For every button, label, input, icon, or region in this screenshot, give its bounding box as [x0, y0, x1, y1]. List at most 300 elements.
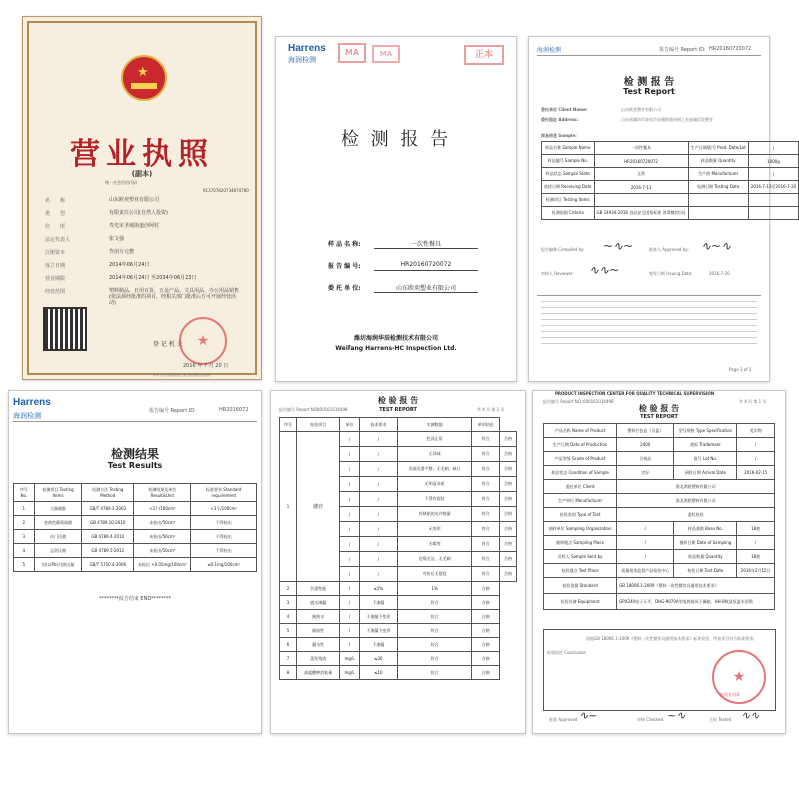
compiled-signature-icon: ~∿~	[603, 239, 634, 253]
table-cell: 合格	[472, 596, 499, 610]
table-cell: 沙门氏菌	[34, 530, 82, 544]
table-cell: 蒸发残渣	[297, 652, 340, 666]
table-cell: 检测项目 Testing Items	[542, 194, 595, 207]
table-cell: 淮北鸿欧塑料有限公司	[617, 494, 775, 508]
table-cell: 1%	[397, 582, 472, 596]
table-cell: ≤0.1mg/100cm²	[191, 558, 257, 572]
table-cell: 合格	[499, 507, 516, 522]
qc-conclusion-label: 检验结论 Conclusion	[547, 650, 587, 655]
approver-signature-icon: ∿~∿	[701, 239, 732, 253]
results-table	[13, 483, 257, 572]
table-cell: 样品名称 Sample Name	[542, 142, 595, 155]
table-row	[544, 494, 775, 508]
table-cell	[594, 194, 688, 207]
table-cell: GB 14934-2016 食品安全国家标准 消毒餐(饮)具	[594, 207, 688, 220]
table-row	[544, 480, 775, 494]
table-cell: 符合	[472, 492, 499, 507]
table-cell: ≤5%	[359, 582, 397, 596]
table-cell: /	[359, 492, 397, 507]
table-cell: /	[340, 492, 360, 507]
table-cell: 合格	[499, 447, 516, 462]
table-cell: 一次性餐具	[594, 142, 688, 155]
license-field-value: 山东欧奕塑业有限公司	[109, 197, 160, 203]
table-cell: /	[340, 610, 360, 624]
table-cell: 不得检出	[191, 516, 257, 530]
cover-field-label: 委 托 单 位:	[328, 285, 361, 292]
table-cell: 产品名称 Name of Product	[544, 424, 617, 438]
table-cell: 大肠菌群	[34, 502, 82, 516]
table-cell: 淮北鸿欧塑料有限公司	[617, 480, 775, 494]
qc-checked-label: 审核 Checked	[637, 717, 664, 722]
table-cell: <3个/100cm²	[191, 502, 257, 516]
table-cell: 不渗漏	[359, 596, 397, 610]
table-cell: 2016-02-15	[737, 466, 775, 480]
table-row	[280, 666, 517, 680]
license-field-label: 成立日期	[45, 263, 66, 269]
table-cell: 4	[14, 544, 35, 558]
table-cell: 抽样日期 Date of Sampling	[674, 536, 737, 550]
table-cell: 未检出/50cm²	[134, 544, 191, 558]
license-field-value: 张文强	[109, 236, 125, 242]
table-cell: 符合	[472, 432, 499, 447]
report1-title-cn: 检 测 报 告	[623, 77, 675, 88]
national-emblem-icon: ★	[121, 55, 167, 101]
table-cell: 符合	[472, 447, 499, 462]
table-cell: GB 18006.1-2009《塑料一次性餐饮具通用技术要求》	[617, 578, 775, 594]
table-row	[544, 466, 775, 480]
table-row	[542, 181, 799, 194]
table-cell: 合格	[472, 666, 499, 680]
table-cell: 见实物	[737, 424, 775, 438]
cover-field-underline	[374, 248, 478, 249]
table-cell: 无霉变	[397, 537, 472, 552]
table-header-cell: 检测项目 Testing Items	[34, 484, 82, 502]
qt-report-no-label: 报告编号 Report NO.:	[279, 407, 320, 412]
table-cell: 合格	[499, 522, 516, 537]
cover-title: 检 测 报 告	[340, 129, 452, 150]
table-cell: 3	[14, 530, 35, 544]
table-row	[280, 638, 517, 652]
address-value: 山东省潍坊市寿光市圣城街道沙阿工业园诚信发塑业	[621, 117, 713, 122]
table-row	[280, 582, 517, 596]
cover-org-cn: 潍坊海润华辰检测技术有限公司	[353, 335, 438, 342]
table-cell: 耐热水	[297, 610, 340, 624]
table-cell: 符合	[397, 666, 472, 680]
qr-code-icon	[43, 307, 87, 351]
inspection-items-table	[279, 417, 517, 680]
license-field-label: 经营范围	[45, 289, 66, 295]
table-row	[14, 516, 257, 530]
table-cell: 1000g	[748, 155, 798, 168]
table-header-cell: 技术要求	[359, 418, 397, 432]
qt-page: 共 4 页 第 2 页	[477, 407, 505, 412]
table-cell: /	[617, 522, 674, 536]
table-cell: 合格	[499, 432, 516, 447]
table-row	[14, 558, 257, 572]
license-field-label: 类 型	[45, 211, 66, 217]
results-brand-cn: 海润检测	[13, 413, 41, 420]
table-cell: 符合	[472, 537, 499, 552]
table-cell: 未检出/50cm²	[134, 516, 191, 530]
table-cell: /	[748, 142, 798, 155]
license-footer: 中华人民共和国国家工商行政管理总局监制	[153, 373, 211, 377]
table-cell: HR20160720072	[594, 155, 688, 168]
table-cell: 2400	[617, 438, 674, 452]
table-cell: 符合	[472, 477, 499, 492]
table-cell: <3个/100cm²	[134, 502, 191, 516]
table-cell: 2016-7-13至2016-7-20	[748, 181, 798, 194]
table-cell: 2	[14, 516, 35, 530]
table-cell: 符合	[397, 638, 472, 652]
table-cell: 盛水渗漏	[297, 596, 340, 610]
table-cell: 符合	[397, 596, 472, 610]
license-field-value: 寿光市圣城街道沙阿村	[109, 223, 160, 229]
table-cell: mg/L	[340, 652, 360, 666]
table-cell: 生产商 Manufacturer	[688, 168, 748, 181]
qc-report-no-label: 报告编号 Report NO.:	[543, 399, 584, 404]
table-cell: 不得检出	[191, 530, 257, 544]
table-cell: /	[340, 462, 360, 477]
table-cell: 不得有裂纹	[397, 492, 472, 507]
table-header-cell: 检验项目	[297, 418, 340, 432]
table-row	[544, 594, 775, 610]
results-title-cn: 检测结果	[110, 447, 159, 461]
license-field-label: 住 所	[45, 224, 66, 230]
table-cell: /	[340, 537, 360, 552]
sample-header: 样品信息 Sample:	[541, 133, 577, 138]
table-cell: 合格品	[617, 452, 674, 466]
table-cell: 感官	[297, 432, 340, 582]
table-cell: /	[340, 432, 360, 447]
table-cell: 对折后无裂纹	[397, 567, 472, 582]
cover-field-value: 山东欧奕塑业有限公司	[395, 285, 456, 292]
table-header-cell: 序号	[280, 418, 297, 432]
table-row	[14, 530, 257, 544]
license-field-label: 注册资本	[45, 250, 66, 256]
quality-report-table-page	[270, 390, 526, 734]
table-cell: mg/L	[340, 666, 360, 680]
license-field-value: 2014年06月24日 至2034年06月23日	[109, 275, 197, 281]
table-cell: GB 4789.4-2010	[82, 530, 134, 544]
registrar-label: 登 记 机 关	[153, 341, 183, 348]
table-cell: 不渗漏	[359, 638, 397, 652]
table-cell: 抽样单位 Sampling Organization	[544, 522, 617, 536]
table-header-cell: 单项结论	[472, 418, 499, 432]
table-cell: 检验地点 Test Place	[544, 564, 617, 578]
table-cell: 1	[280, 432, 297, 582]
table-cell: 合格	[499, 477, 516, 492]
cover-field-value: 一次性餐具	[410, 241, 441, 248]
table-cell: 合格	[472, 582, 499, 596]
table-cell: 符合	[472, 552, 499, 567]
report1-page: Page 1 of 2	[729, 367, 752, 372]
table-cell: 检验依据 Standard	[544, 578, 617, 594]
table-cell: 检验设备 Equipment	[544, 594, 617, 610]
table-cell: 样品编号 Sample No.	[542, 155, 595, 168]
table-cell: 委托单位 Client	[544, 480, 617, 494]
cover-field-label: 报 告 编 号:	[328, 263, 361, 270]
table-cell: 到样日期 Arrival Date	[674, 466, 737, 480]
qc-report-no: 000161016498	[583, 399, 614, 404]
report-cover	[275, 36, 517, 382]
test-results-page	[8, 390, 262, 734]
table-cell: GB/T 5750.4-2006	[82, 558, 134, 572]
table-header-cell: 检测方法 Testing Method	[82, 484, 134, 502]
qc-tested-label: 主检 Tested	[709, 717, 732, 722]
table-row	[544, 438, 775, 452]
table-cell: 3	[280, 596, 297, 610]
table-cell: 符合	[397, 652, 472, 666]
approved-signature-icon: ∿~	[579, 709, 598, 722]
report1-brand: 海润检测	[537, 48, 562, 54]
sample-info-table	[541, 141, 799, 220]
address-label: 委托地址 Address:	[541, 117, 579, 122]
table-row	[542, 207, 799, 220]
table-cell: 合格	[472, 638, 499, 652]
cover-field-value: HR20160720072	[400, 261, 452, 268]
compiled-label: 报告编制 Compiled by:	[541, 247, 585, 252]
table-cell: /	[340, 552, 360, 567]
table-cell: /	[359, 567, 397, 582]
table-cell: /	[340, 447, 360, 462]
license-field-value: 2014年06月24日	[109, 262, 150, 268]
results-id-label: 报告编号 Report ID:	[149, 408, 196, 414]
table-row	[542, 194, 799, 207]
tested-signature-icon: ∿∿	[741, 709, 760, 722]
table-cell: 合格	[472, 610, 499, 624]
approver-label: 批准人 Approved by:	[649, 247, 689, 252]
qc-page: 共 4 页 第 1 页	[739, 399, 767, 404]
results-end: ********报告结束 END********	[98, 596, 172, 602]
qc-approved-label: 批准 Approved	[549, 717, 578, 722]
table-cell: 检测依据 Criteria	[542, 207, 595, 220]
checked-signature-icon: ~∿	[667, 709, 686, 722]
report1-title-en: Test Report	[623, 87, 675, 96]
table-cell: /	[617, 550, 674, 564]
table-cell: 委托检验	[617, 508, 775, 522]
table-cell: 耐油性	[297, 624, 340, 638]
license-field-value: 塑料制品、日用百货、五金产品、文具用品、办公用品销售(依法须经批准的项目，经相关部门批准后方可开展经营活动)	[109, 288, 240, 306]
table-row	[544, 550, 775, 564]
table-row	[544, 452, 775, 466]
table-cell: 2016年2月15日	[737, 564, 775, 578]
qc-title-en: TEST REPORT	[640, 414, 678, 420]
table-cell: /	[340, 567, 360, 582]
harrens-logo: Harrens	[288, 43, 326, 54]
quality-report-cover-page	[532, 390, 786, 734]
table-cell: 2	[280, 582, 297, 596]
table-cell: 正常	[594, 168, 688, 181]
table-cell: 型号规格 Type Specification	[674, 424, 737, 438]
cover-field-label: 样 品 名 称:	[328, 241, 361, 248]
inspection-seal: ★	[712, 650, 766, 704]
table-cell: 负重性能	[297, 582, 340, 596]
table-cell: 符合	[472, 462, 499, 477]
table-row	[14, 502, 257, 516]
table-cell: 7	[280, 652, 297, 666]
table-cell: 有缺陷的允许数量	[397, 507, 472, 522]
table-cell: 收样日期 Receiving Date	[542, 181, 595, 194]
table-cell: GB 4789.10-2010	[82, 516, 134, 530]
report1-id-label: 报告编号 Report ID:	[659, 47, 706, 53]
table-cell: /	[340, 507, 360, 522]
credit-code-value: 913707820734874780	[203, 188, 249, 193]
table-cell: 符合	[397, 624, 472, 638]
table-cell: 检验类别 Type of Test	[544, 508, 617, 522]
table-cell: 合格	[499, 462, 516, 477]
results-id: HR2016072	[219, 407, 249, 413]
credit-code-label: 统一社会信用代码	[105, 180, 137, 185]
table-cell: 表面光滑平整，无毛刺、缺口	[397, 462, 472, 477]
table-cell: /	[359, 507, 397, 522]
table-cell: /	[340, 477, 360, 492]
table-cell: /	[359, 477, 397, 492]
table-row	[542, 142, 799, 155]
cover-org-en: Weifang Harrens-HC Inspection Ltd.	[335, 345, 457, 352]
table-row	[544, 522, 775, 536]
table-header-cell: 标准要求 Standard requirement	[191, 484, 257, 502]
table-cell: /	[737, 438, 775, 452]
table-cell: /	[359, 462, 397, 477]
table-cell: /	[737, 452, 775, 466]
table-cell: /	[359, 432, 397, 447]
table-header-row	[14, 484, 257, 502]
license-field-label: 法定代表人	[45, 237, 71, 243]
license-field-label: 名 称	[45, 198, 66, 204]
table-cell: /	[340, 582, 360, 596]
qt-title-en: TEST REPORT	[379, 407, 417, 413]
table-cell: GB/T 4789.3-2003	[82, 502, 134, 516]
table-cell: /	[340, 638, 360, 652]
table-cell: 18套	[737, 550, 775, 564]
table-cell: 样品数量 Quantity	[688, 155, 748, 168]
table-cell: ≤10	[359, 666, 397, 680]
table-cell: 生产日期/批号 Prod. Date/Lot	[688, 142, 748, 155]
table-cell: 不渗漏不变形	[359, 610, 397, 624]
table-cell: 样品状态 Sample State	[542, 168, 595, 181]
client-label: 委托单位 Client Name:	[541, 107, 588, 112]
table-cell: 质量技术监督产品检验中心	[617, 564, 674, 578]
table-cell: 合格	[499, 492, 516, 507]
table-cell: /	[340, 596, 360, 610]
table-cell: 合格	[472, 652, 499, 666]
ma-stamp: MA	[338, 43, 366, 63]
table-cell: /	[617, 536, 674, 550]
table-cell: 无明显杂质	[397, 477, 472, 492]
table-cell	[748, 194, 798, 207]
table-header-cell: 单位	[340, 418, 360, 432]
table-cell	[688, 194, 748, 207]
table-row	[544, 424, 775, 438]
table-cell: 合格	[472, 624, 499, 638]
issuing-date: 2016-7-20	[709, 271, 730, 276]
table-cell: /	[359, 447, 397, 462]
qc-bottom-block	[543, 629, 776, 711]
table-cell: 生产单位 Manufacturer	[544, 494, 617, 508]
table-cell: 不得检出	[191, 544, 257, 558]
table-cell: 金黄色葡萄球菌	[34, 516, 82, 530]
table-cell: 无异味	[397, 447, 472, 462]
table-cell: 样品数量 Quantity	[674, 550, 737, 564]
table-cell: 1	[14, 502, 35, 516]
table-cell: /	[748, 168, 798, 181]
table-row	[544, 508, 775, 522]
results-title-en: Test Results	[107, 461, 163, 470]
table-cell: 完好	[617, 466, 674, 480]
results-brand-en: Harrens	[13, 397, 51, 408]
table-cell: 塑料打包盒（含盖）	[617, 424, 674, 438]
table-cell: 检测日期 Testing Date	[688, 181, 748, 194]
table-cell: 未检出 <0.05mg/100cm²	[134, 558, 191, 572]
table-cell: 6	[280, 638, 297, 652]
license-field-label: 营业期限	[45, 276, 66, 282]
table-cell: ≤30	[359, 652, 397, 666]
table-row	[542, 168, 799, 181]
table-cell: /	[359, 522, 397, 537]
table-cell: 合格	[499, 537, 516, 552]
table-cell: 未检出/50cm²	[134, 530, 191, 544]
table-cell: 产品等级 Grade of Product	[544, 452, 617, 466]
license-field-value: 有限责任公司(自然人投资)	[109, 210, 168, 216]
table-cell: 5	[280, 624, 297, 638]
table-cell: 符合	[397, 610, 472, 624]
table-cell: 检验日期 Test Date	[674, 564, 737, 578]
table-row	[280, 596, 517, 610]
table-row	[14, 544, 257, 558]
table-cell: 志贺氏菌	[34, 544, 82, 558]
table-cell: 不渗漏不变形	[359, 624, 397, 638]
license-seal-icon: ★	[179, 317, 227, 365]
license-title: 营业执照	[70, 137, 214, 172]
cover-field-underline	[374, 292, 478, 293]
table-cell: 铅(以Pb计)溶出量	[34, 558, 82, 572]
table-cell: 抽样地点 Sampling Place	[544, 536, 617, 550]
table-row	[542, 155, 799, 168]
qt-report-no: 000161016498	[317, 407, 348, 412]
table-cell: /	[340, 522, 360, 537]
table-cell: /	[359, 552, 397, 567]
table-cell: 批号 Lot No.	[674, 452, 737, 466]
cma-stamp-icon: MA	[372, 45, 400, 63]
table-cell: 样品状态 Condition of Sample	[544, 466, 617, 480]
test-report-page1	[528, 36, 797, 382]
reviewer-label: 审核人 Reviewer:	[541, 271, 574, 276]
table-cell: 商标 Trademark	[674, 438, 737, 452]
table-row	[544, 536, 775, 550]
table-cell: /	[340, 624, 360, 638]
table-cell: 符合	[472, 522, 499, 537]
license-date: 2016 年 7 月 20 日	[183, 363, 229, 369]
table-header-cell: 检测结果及单位 Result&Unit	[134, 484, 191, 502]
qc-title-cn: 检 验 报 告	[638, 404, 680, 413]
table-cell: 4	[280, 610, 297, 624]
table-cell: 漏水性	[297, 638, 340, 652]
license-field-value: 叁佰万元整	[109, 249, 135, 255]
qc-conclusion: 依据GB 18006.1-2009《塑料一次性餐饮具通用技术要求》标准检验，所检项目符合标准要求。	[586, 636, 758, 641]
table-cell: 无变形	[397, 522, 472, 537]
table-cell: 8	[280, 666, 297, 680]
qt-title-cn: 检 验 报 告	[377, 396, 419, 405]
table-header-cell: 序号 No.	[14, 484, 35, 502]
table-cell: 2016-7-13	[594, 181, 688, 194]
product-info-table	[543, 423, 775, 610]
client-value: 山东欧奕塑业有限公司	[621, 107, 661, 112]
table-cell: 合格	[499, 567, 516, 582]
table-row	[280, 610, 517, 624]
table-cell: GB 4789.5-2012	[82, 544, 134, 558]
table-row	[280, 432, 517, 447]
notes-block	[541, 301, 757, 347]
